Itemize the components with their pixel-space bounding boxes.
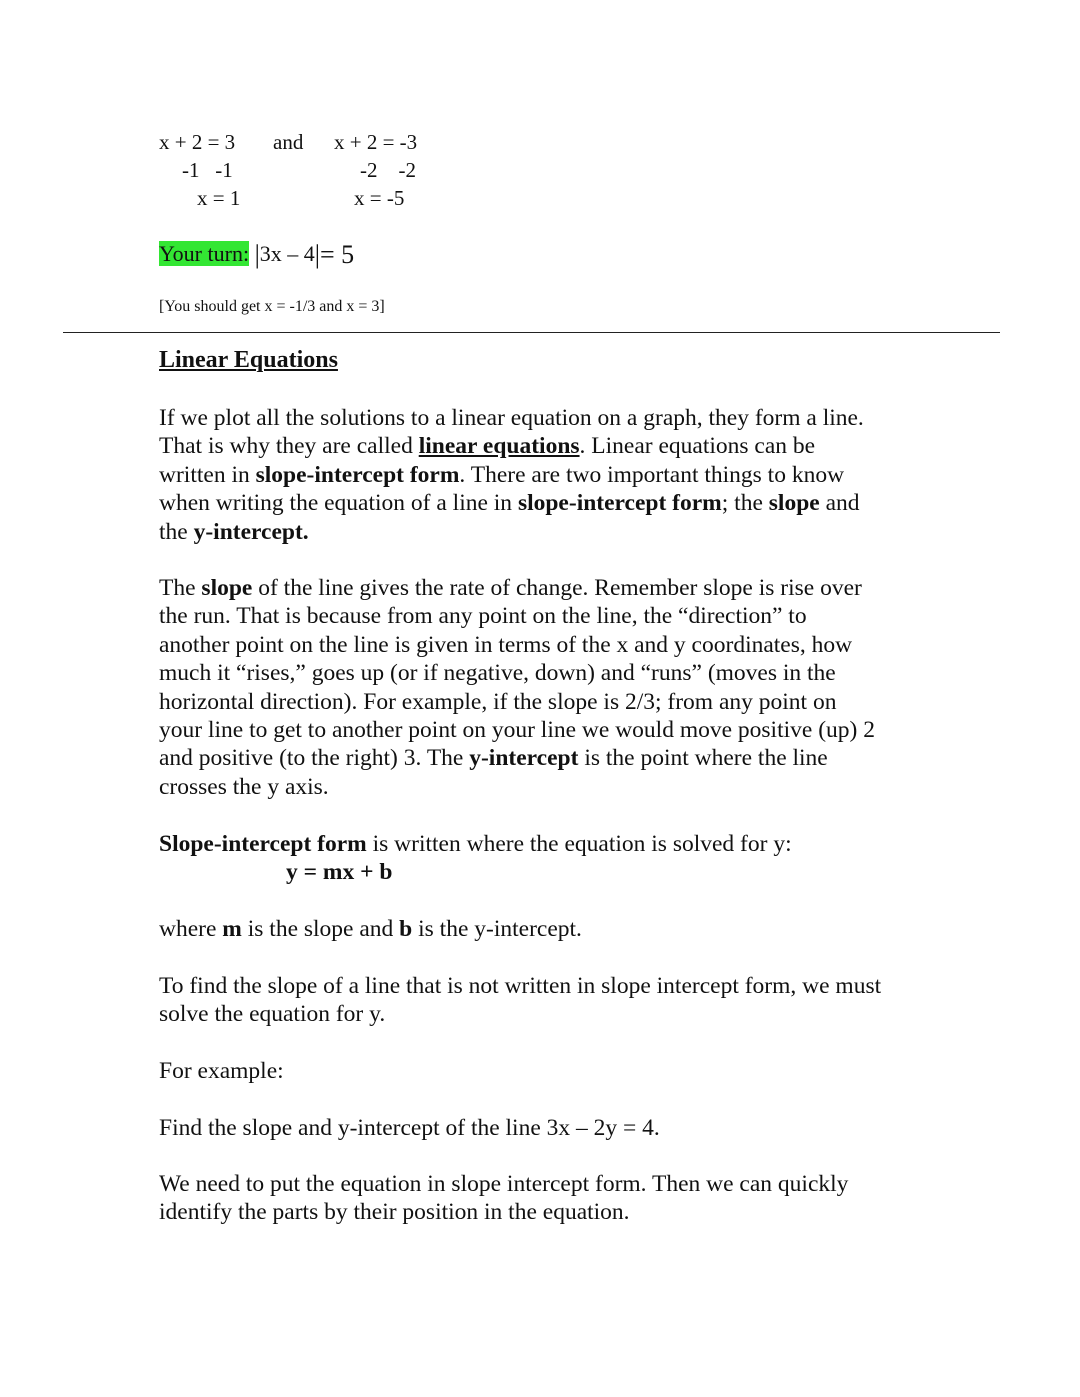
your-turn-row xyxy=(159,242,354,267)
example-right-line2: -2 -2 xyxy=(360,158,416,182)
slope-intercept-formula: y = mx + b xyxy=(286,859,393,885)
your-turn-label: Your turn: xyxy=(159,241,250,266)
section-divider xyxy=(63,332,1000,333)
text-line: where m is the slope and b is the y-intercept. xyxy=(159,916,582,942)
section-title: Linear Equations xyxy=(159,347,338,373)
example-right-line3: x = -5 xyxy=(354,186,405,210)
text-line: another point on the line is given in terms of the x and y coordinates, how xyxy=(159,631,853,658)
your-turn-hint: [You should get x = -1/3 and x = 3] xyxy=(159,298,385,315)
text-line: If we plot all the solutions to a linear equation on a graph, they form a line. xyxy=(159,405,864,431)
paragraph-for-example xyxy=(159,1057,959,1085)
text-line: your line to get to another point on your line we would move positive (up) 2 xyxy=(159,717,875,744)
text-line: the run. That is because from any point on the line, the “direction” to xyxy=(159,603,807,630)
text-line: Find the slope and y-intercept of the line 3x – 2y = 4. xyxy=(159,1115,660,1141)
your-turn-equation: 3x – 4 xyxy=(259,241,315,266)
example-left-line3: x = 1 xyxy=(197,186,241,210)
text-line: crosses the y axis. xyxy=(159,773,329,800)
example-right-line1: x + 2 = -3 xyxy=(334,130,418,154)
abs-bar-right: |= 5 xyxy=(314,240,355,269)
text-line: To find the slope of a line that is not written in slope intercept form, we must xyxy=(159,973,882,999)
paragraph-find-slope xyxy=(159,972,959,1029)
text-line: We need to put the equation in slope intercept form. Then we can quickly xyxy=(159,1171,849,1197)
text-line: much it “rises,” goes up (or if negative, down) and “runs” (moves in the xyxy=(159,660,836,687)
text-line: horizontal direction). For example, if the slope is 2/3; from any point on xyxy=(159,688,837,715)
text-line: written in slope-intercept form. There are two important things to know xyxy=(159,461,845,488)
text-line: For example: xyxy=(159,1058,284,1084)
example-left-line2: -1 -1 xyxy=(182,158,233,182)
text-line: and positive (to the right) 3. The y-intercept is the point where the line xyxy=(159,745,828,772)
paragraph-method xyxy=(159,1170,959,1227)
paragraph-linear-intro xyxy=(159,404,959,546)
text-line: the y-intercept. xyxy=(159,518,309,545)
example-left-line1: x + 2 = 3 xyxy=(159,130,236,154)
paragraph-problem xyxy=(159,1114,959,1142)
text-line: when writing the equation of a line in slope-intercept form; the slope and xyxy=(159,490,860,517)
text-line: The slope of the line gives the rate of change. Remember slope is rise over xyxy=(159,575,862,601)
abs-bar-left: | xyxy=(254,240,260,269)
text-line: That is why they are called linear equations. Linear equations can be xyxy=(159,433,816,460)
paragraph-slope xyxy=(159,574,959,801)
text-line: solve the equation for y. xyxy=(159,1001,386,1028)
text-line: Slope-intercept form is written where the equation is solved for y: xyxy=(159,831,792,857)
example-connector: and xyxy=(273,130,304,154)
paragraph-slope-intercept xyxy=(159,830,959,858)
paragraph-where xyxy=(159,915,959,943)
text-line: identify the parts by their position in the equation. xyxy=(159,1199,630,1226)
